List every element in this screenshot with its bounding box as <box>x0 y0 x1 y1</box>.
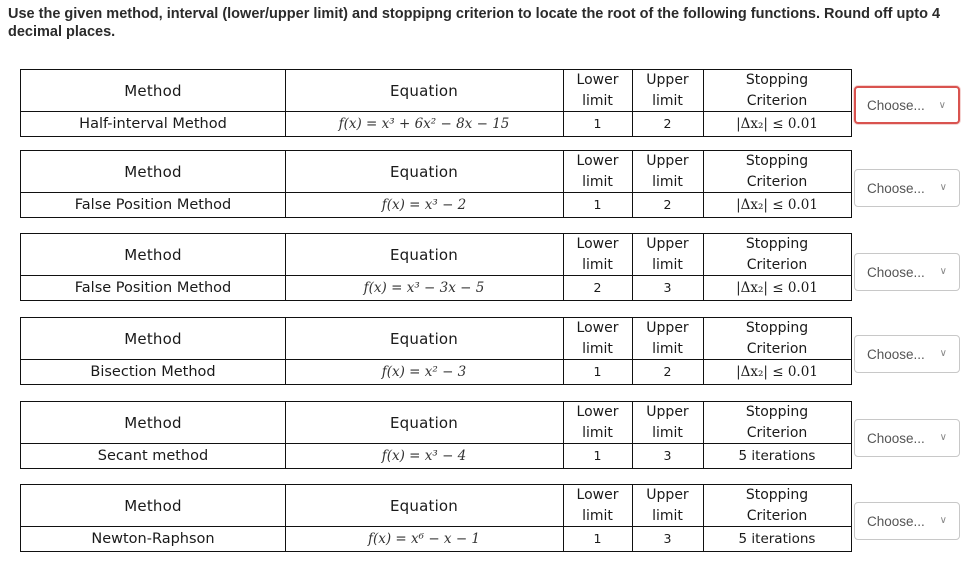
header-equation: Equation <box>389 81 459 100</box>
header-upper-line1: Upper <box>646 235 689 252</box>
header-stopping-criterion <box>703 70 851 111</box>
stopping-criterion-value: 5 iterations <box>738 530 816 547</box>
header-method: Method <box>124 413 182 432</box>
header-stopping-criterion <box>703 402 851 443</box>
header-upper-line2: limit <box>652 340 683 357</box>
stopping-criterion-value: |Δx₂| ≤ 0.01 <box>736 115 818 132</box>
equation: f(x) = x² − 3 <box>381 363 467 380</box>
question-table <box>20 484 852 552</box>
question-table <box>20 401 852 469</box>
header-upper-line1: Upper <box>646 71 689 88</box>
header-lower-limit <box>563 318 632 359</box>
stopping-criterion-value: |Δx₂| ≤ 0.01 <box>736 196 818 213</box>
header-lower-limit <box>563 402 632 443</box>
upper-limit-value: 3 <box>663 531 672 546</box>
header-upper-line1: Upper <box>646 152 689 169</box>
lower-limit-value: 1 <box>593 116 602 131</box>
header-equation: Equation <box>389 162 459 181</box>
header-equation: Equation <box>389 329 459 348</box>
method-name: False Position Method <box>74 279 232 296</box>
upper-limit-value: 2 <box>663 116 672 131</box>
header-stop-line2: Criterion <box>746 507 808 524</box>
question-row-3 <box>0 233 980 313</box>
lower-limit-value: 1 <box>593 531 602 546</box>
header-stop-line1: Stopping <box>745 403 809 420</box>
header-lower-line1: Lower <box>576 235 619 252</box>
header-equation: Equation <box>389 413 459 432</box>
header-upper-line2: limit <box>652 173 683 190</box>
header-upper-line2: limit <box>652 507 683 524</box>
chevron-down-icon: ∨ <box>939 432 947 443</box>
header-lower-line2: limit <box>582 92 613 109</box>
header-lower-limit <box>563 151 632 192</box>
header-stopping-criterion <box>703 151 851 192</box>
chevron-down-icon: ∨ <box>939 266 947 277</box>
equation: f(x) = x³ − 4 <box>381 447 467 464</box>
answer-select-value: Choose... <box>867 264 925 280</box>
upper-limit-value: 3 <box>663 448 672 463</box>
question-row-5 <box>0 401 980 481</box>
lower-limit-value: 1 <box>593 364 602 379</box>
header-upper-limit <box>632 485 703 526</box>
header-method: Method <box>124 496 182 515</box>
header-stop-line2: Criterion <box>746 256 808 273</box>
equation: f(x) = x⁶ − x − 1 <box>367 530 481 547</box>
lower-limit-value: 1 <box>593 197 602 212</box>
header-upper-line1: Upper <box>646 403 689 420</box>
header-upper-limit <box>632 151 703 192</box>
method-name: Newton-Raphson <box>91 530 215 547</box>
chevron-down-icon: ∨ <box>939 348 947 359</box>
answer-select[interactable] <box>854 419 960 457</box>
question-row-1 <box>0 69 980 149</box>
equation: f(x) = x³ + 6x² − 8x − 15 <box>338 115 510 132</box>
question-row-6 <box>0 484 980 564</box>
header-upper-limit <box>632 318 703 359</box>
header-upper-line1: Upper <box>646 486 689 503</box>
method-name: Half-interval Method <box>79 115 227 132</box>
question-table <box>20 317 852 385</box>
answer-select[interactable] <box>854 335 960 373</box>
method-name: Secant method <box>97 447 209 464</box>
header-lower-line2: limit <box>582 256 613 273</box>
header-lower-line2: limit <box>582 424 613 441</box>
header-method: Method <box>124 162 182 181</box>
header-lower-line1: Lower <box>576 319 619 336</box>
equation: f(x) = x³ − 2 <box>381 196 467 213</box>
question-table <box>20 69 852 137</box>
upper-limit-value: 2 <box>663 364 672 379</box>
chevron-down-icon: ∨ <box>939 515 947 526</box>
header-lower-line2: limit <box>582 340 613 357</box>
header-stopping-criterion <box>703 485 851 526</box>
header-upper-limit <box>632 402 703 443</box>
lower-limit-value: 1 <box>593 448 602 463</box>
stopping-criterion-value: |Δx₂| ≤ 0.01 <box>736 279 818 296</box>
header-stopping-criterion <box>703 234 851 275</box>
header-lower-line1: Lower <box>576 486 619 503</box>
header-stop-line1: Stopping <box>745 152 809 169</box>
method-name: False Position Method <box>74 196 232 213</box>
answer-select[interactable] <box>854 253 960 291</box>
header-lower-limit <box>563 234 632 275</box>
header-stop-line1: Stopping <box>745 71 809 88</box>
answer-select-value: Choose... <box>867 97 925 113</box>
header-upper-limit <box>632 70 703 111</box>
answer-select-value: Choose... <box>867 430 925 446</box>
stopping-criterion-value: 5 iterations <box>738 447 816 464</box>
stopping-criterion-value: |Δx₂| ≤ 0.01 <box>736 363 818 380</box>
method-name: Bisection Method <box>90 363 216 380</box>
header-upper-line2: limit <box>652 92 683 109</box>
header-equation: Equation <box>389 496 459 515</box>
instructions-text: Use the given method, interval (lower/upper limit) and stoppipng criterion to locate the root of the following functions. Round off upto 4 decimal places. <box>8 6 941 40</box>
lower-limit-value: 2 <box>593 280 602 295</box>
answer-select-value: Choose... <box>867 346 925 362</box>
header-stop-line2: Criterion <box>746 173 808 190</box>
header-upper-limit <box>632 234 703 275</box>
header-upper-line2: limit <box>652 424 683 441</box>
answer-select-value: Choose... <box>867 180 925 196</box>
header-stop-line2: Criterion <box>746 92 808 109</box>
answer-select[interactable] <box>854 169 960 207</box>
header-lower-limit <box>563 70 632 111</box>
question-table <box>20 150 852 218</box>
header-equation: Equation <box>389 245 459 264</box>
header-method: Method <box>124 245 182 264</box>
answer-select[interactable] <box>854 502 960 540</box>
chevron-down-icon: ∨ <box>938 100 946 111</box>
answer-select-value: Choose... <box>867 513 925 529</box>
upper-limit-value: 2 <box>663 197 672 212</box>
header-stop-line1: Stopping <box>745 486 809 503</box>
header-lower-limit <box>563 485 632 526</box>
answer-select[interactable] <box>854 86 960 124</box>
header-lower-line1: Lower <box>576 71 619 88</box>
question-table <box>20 233 852 301</box>
header-upper-line1: Upper <box>646 319 689 336</box>
header-stop-line1: Stopping <box>745 235 809 252</box>
equation: f(x) = x³ − 3x − 5 <box>363 279 485 296</box>
upper-limit-value: 3 <box>663 280 672 295</box>
header-lower-line1: Lower <box>576 152 619 169</box>
header-lower-line2: limit <box>582 173 613 190</box>
header-upper-line2: limit <box>652 256 683 273</box>
question-row-4 <box>0 317 980 397</box>
header-lower-line1: Lower <box>576 403 619 420</box>
header-stop-line2: Criterion <box>746 340 808 357</box>
header-lower-line2: limit <box>582 507 613 524</box>
header-stopping-criterion <box>703 318 851 359</box>
header-stop-line2: Criterion <box>746 424 808 441</box>
question-row-2 <box>0 150 980 230</box>
chevron-down-icon: ∨ <box>939 182 947 193</box>
header-stop-line1: Stopping <box>745 319 809 336</box>
header-method: Method <box>124 81 182 100</box>
header-method: Method <box>124 329 182 348</box>
